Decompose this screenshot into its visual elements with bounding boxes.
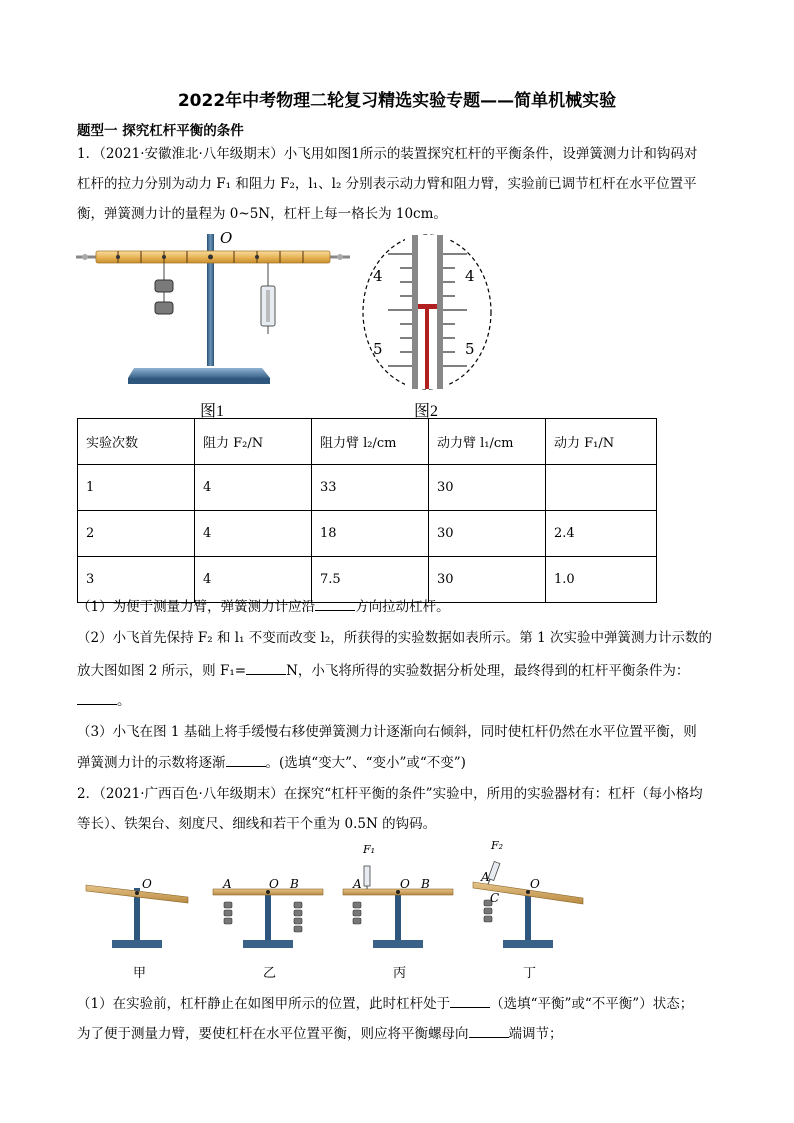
lever-jia xyxy=(86,885,188,948)
table-cell: 2 xyxy=(78,511,195,557)
table-header: 阻力 F₂/N xyxy=(195,419,312,465)
table-cell: 30 xyxy=(429,511,546,557)
data-table xyxy=(77,418,657,603)
figure-2-scale xyxy=(360,232,495,392)
label-O-yi: O xyxy=(269,877,279,891)
label-B-yi: B xyxy=(290,877,299,891)
label-ding: 丁 xyxy=(523,966,537,981)
label-A-ding: A xyxy=(481,870,490,884)
figure-2-label: 图2 xyxy=(414,403,439,420)
q2-part1-line1: （1）在实验前，杠杆静止在如图甲所示的位置，此时杠杆处于 （选填“平衡”或“不平衡”）状态； xyxy=(77,993,717,1014)
figure-1-lever xyxy=(72,228,352,393)
q1-stem-1: 1．（2021·安徽淮北·八年级期末）小飞用如图1所示的装置探究杠杆的平衡条件，设弹簧测力计和钩码对 xyxy=(77,146,698,162)
label-A-yi: A xyxy=(223,877,232,891)
table-cell: 3 xyxy=(78,557,195,603)
label-C-ding: C xyxy=(490,891,500,905)
label-O-bing: O xyxy=(400,877,410,891)
table-row xyxy=(78,511,657,557)
answer-blank[interactable] xyxy=(226,752,266,767)
q1-stem-3: 衡，弹簧测力计的量程为 0~5N，杠杆上每一格长为 10cm。 xyxy=(77,206,447,222)
answer-blank[interactable] xyxy=(77,690,117,705)
q2-part1-line2: 为了便于测量力臂，要使杠杆在水平位置平衡，则应将平衡螺母向 端调节； xyxy=(77,1023,717,1044)
scale-mark-5-left: 5 xyxy=(373,340,383,358)
figure-1-label: 图1 xyxy=(200,403,225,420)
table-header: 动力 F₁/N xyxy=(546,419,657,465)
table-cell: 1 xyxy=(78,465,195,511)
q1-part2-line1: （2）小飞首先保持 F₂ 和 l₁ 不变而改变 l₂，所获得的实验数据如表所示。第 1 次实验中弹簧测力计示数的 xyxy=(77,630,712,646)
table-cell xyxy=(546,465,657,511)
table-cell: 33 xyxy=(312,465,429,511)
lever-yi xyxy=(213,889,323,948)
table-header: 阻力臂 l₂/cm xyxy=(312,419,429,465)
table-cell: 7.5 xyxy=(312,557,429,603)
label-O-ding: O xyxy=(530,877,540,891)
pivot-label: O xyxy=(220,229,233,247)
table-cell: 30 xyxy=(429,465,546,511)
figure-q2-levers xyxy=(78,840,598,958)
answer-blank[interactable] xyxy=(469,1023,509,1038)
answer-blank[interactable] xyxy=(246,660,286,675)
label-F1: F₁ xyxy=(363,843,376,856)
answer-blank[interactable] xyxy=(450,993,490,1008)
answer-blank[interactable] xyxy=(315,596,355,611)
label-O-jia: O xyxy=(142,877,152,891)
label-yi: 乙 xyxy=(263,966,277,981)
label-A-bing: A xyxy=(353,877,362,891)
table-cell: 18 xyxy=(312,511,429,557)
table-cell: 1.0 xyxy=(546,557,657,603)
table-cell: 30 xyxy=(429,557,546,603)
table-cell: 4 xyxy=(195,465,312,511)
q1-part2-line3: 。 xyxy=(77,690,717,711)
q1-stem-2: 杠杆的拉力分别为动力 F₁ 和阻力 F₂，l₁、l₂ 分别表示动力臂和阻力臂，实验前已调节杠杆在水平位置平 xyxy=(77,176,697,192)
table-header: 实验次数 xyxy=(78,419,195,465)
q2-stem-1: 2．（2021·广西百色·八年级期末）在探究“杠杆平衡的条件”实验中，所用的实验器材有：杠杆（每小格均 xyxy=(77,786,703,802)
table-cell: 4 xyxy=(195,557,312,603)
label-bing: 丙 xyxy=(393,966,407,981)
table-header: 动力臂 l₁/cm xyxy=(429,419,546,465)
label-B-bing: B xyxy=(421,877,430,891)
table-cell: 2.4 xyxy=(546,511,657,557)
section-heading: 题型一 探究杠杆平衡的条件 xyxy=(77,123,244,139)
table-header-row xyxy=(78,419,657,465)
table-row xyxy=(78,465,657,511)
scale-mark-5-right: 5 xyxy=(465,340,475,358)
q1-part1: （1）为便于测量力臂，弹簧测力计应沿 方向拉动杠杆。 xyxy=(77,596,717,617)
scale-mark-4-right: 4 xyxy=(465,267,475,285)
scale-mark-4-left: 4 xyxy=(373,267,383,285)
q1-part3-line1: （3）小飞在图 1 基础上将手缓慢右移使弹簧测力计逐渐向右倾斜，同时使杠杆仍然在水平位置平衡，则 xyxy=(77,724,697,740)
q1-part3-line2: 弹簧测力计的示数将逐渐 。(选填“变大”、“变小”或“不变”) xyxy=(77,752,717,773)
page-title: 2022年中考物理二轮复习精选实验专题——简单机械实验 xyxy=(177,91,617,111)
table-cell: 4 xyxy=(195,511,312,557)
label-F2: F₂ xyxy=(491,839,504,852)
label-jia: 甲 xyxy=(133,966,147,981)
q2-stem-2: 等长）、铁架台、刻度尺、细线和若干个重为 0.5N 的钩码。 xyxy=(77,816,437,832)
q1-part2-line2: 放大图如图 2 所示，则 F₁= N，小飞将所得的实验数据分析处理，最终得到的杠杆平衡条件为： xyxy=(77,660,717,681)
